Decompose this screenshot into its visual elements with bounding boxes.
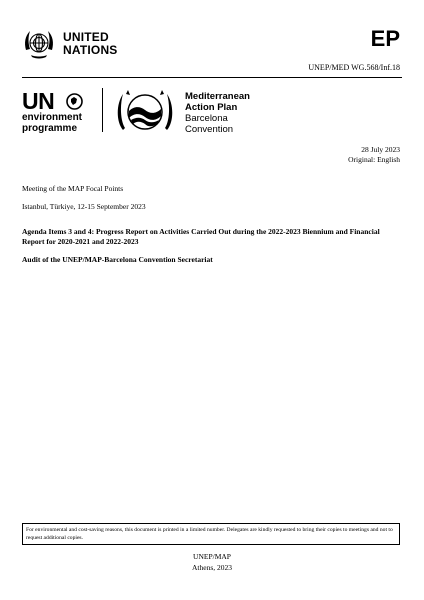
map-logo-line1: Mediterranean [185, 91, 250, 102]
map-barcelona-emblem-icon [114, 86, 176, 138]
unep-logo-programme: programme [22, 123, 78, 134]
org-name-line2: NATIONS [63, 43, 118, 57]
org-name-line1: UNITED [63, 30, 109, 44]
language-code: EP [370, 26, 400, 51]
unep-logo-environment: environment [22, 112, 83, 123]
footer-org: UNEP/MAP [193, 552, 231, 561]
header-rule [22, 77, 402, 78]
agenda-items: Agenda Items 3 and 4: Progress Report on Activities Carried Out during the 2022-2023 Biennium and Financial Report for 2020-2021 and 2022-2023 [22, 227, 380, 246]
org-name [63, 31, 118, 57]
meeting-name: Meeting of the MAP Focal Points [22, 184, 124, 193]
map-logo-line2: Action Plan [185, 102, 238, 113]
document-symbol: UNEP/MED WG.568/Inf.18 [308, 63, 400, 72]
dateline [348, 145, 400, 165]
environmental-note: For environmental and cost-saving reasons, this document is printed in a limited number. Delegates are kindly requested to bring their copies to meetings and not to request additional copies. [22, 523, 400, 545]
unep-logo-un: UN [22, 88, 55, 114]
unep-globe-icon [66, 93, 83, 110]
original-language: Original: English [348, 155, 400, 164]
meeting-location: Istanbul, Türkiye, 12-15 September 2023 [22, 202, 146, 211]
footer-city-year: Athens, 2023 [192, 563, 232, 572]
document-date: 28 July 2023 [361, 145, 400, 154]
map-logo-line4: Convention [185, 124, 234, 135]
map-logo-line3: Barcelona [185, 113, 228, 124]
logo-divider [102, 88, 103, 132]
document-title: Audit of the UNEP/MAP-Barcelona Convention Secretariat [22, 255, 213, 264]
map-logo-text [185, 91, 250, 135]
un-emblem-icon [22, 28, 56, 60]
unep-logo [22, 90, 100, 136]
